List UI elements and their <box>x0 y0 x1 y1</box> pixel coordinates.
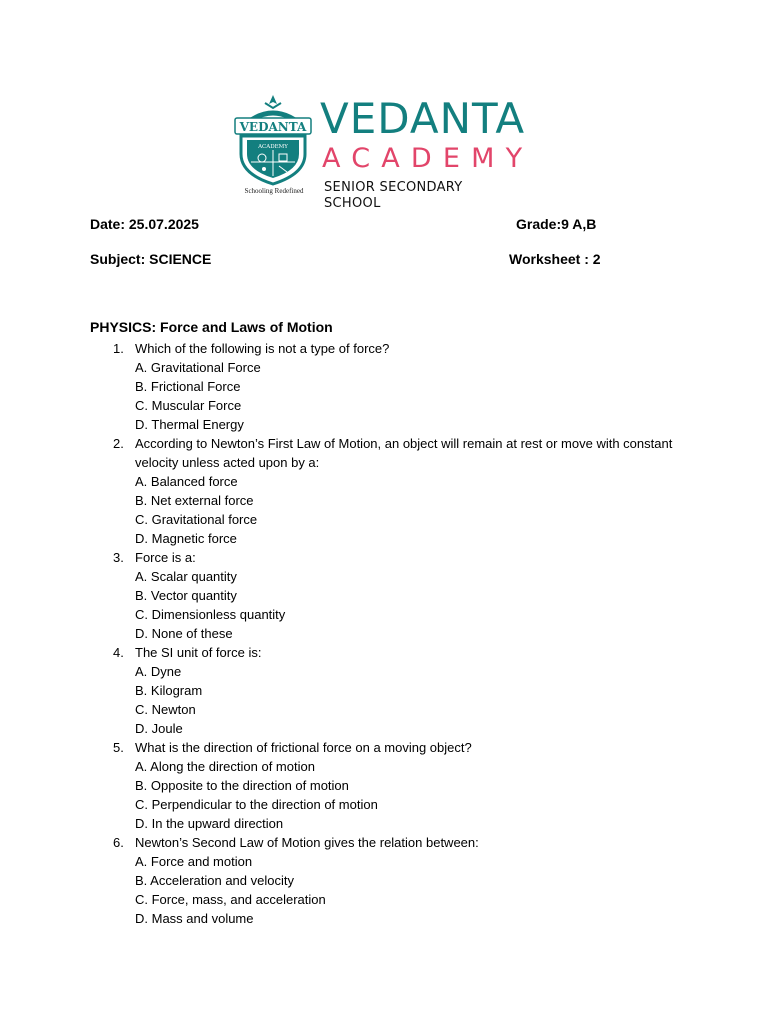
question-text: The SI unit of force is: <box>135 645 262 660</box>
answer-option: D. In the upward direction <box>135 816 284 831</box>
date-label: Date: 25.07.2025 <box>90 216 199 232</box>
school-crest-icon <box>231 92 315 200</box>
answer-option: A. Balanced force <box>135 474 238 489</box>
answer-option: A. Scalar quantity <box>135 569 237 584</box>
question-number: 2. <box>113 436 124 451</box>
question-item <box>108 643 708 738</box>
answer-option: A. Along the direction of motion <box>135 759 315 774</box>
logo-title: VEDANTA <box>320 94 526 143</box>
answer-option: B. Acceleration and velocity <box>135 873 294 888</box>
school-logo <box>231 92 534 211</box>
answer-option: B. Frictional Force <box>135 379 241 394</box>
answer-option: C. Newton <box>135 702 196 717</box>
question-text: Which of the following is not a type of force? <box>135 341 390 356</box>
answer-option: C. Gravitational force <box>135 512 258 527</box>
answer-option: C. Force, mass, and acceleration <box>135 892 326 907</box>
answer-option: A. Gravitational Force <box>135 360 261 375</box>
question-number: 6. <box>113 835 124 850</box>
answer-option: D. Thermal Energy <box>135 417 244 432</box>
question-item <box>108 833 708 928</box>
question-text: Newton’s Second Law of Motion gives the relation between: <box>135 835 479 850</box>
question-number: 1. <box>113 341 124 356</box>
answer-option: D. Magnetic force <box>135 531 237 546</box>
grade-label: Grade:9 A,B <box>516 216 597 232</box>
answer-option: A. Force and motion <box>135 854 253 869</box>
svg-text:ACADEMY: ACADEMY <box>258 144 288 150</box>
answer-option: D. None of these <box>135 626 233 641</box>
subject-label: Subject: SCIENCE <box>90 251 212 267</box>
question-number: 5. <box>113 740 124 755</box>
question-item <box>108 434 708 548</box>
question-item <box>108 738 708 833</box>
answer-option: D. Joule <box>135 721 183 736</box>
question-number: 3. <box>113 550 124 565</box>
answer-option: C. Dimensionless quantity <box>135 607 286 622</box>
question-text: According to Newton’s First Law of Motion, an object will remain at rest or move with constant velocity unless acted upon by a: <box>135 436 673 470</box>
worksheet-label: Worksheet : 2 <box>509 251 601 267</box>
logo-school-type: SENIOR SECONDARY SCHOOL <box>324 180 463 211</box>
logo-subtitle: ACADEMY <box>322 143 534 174</box>
question-item <box>108 339 708 434</box>
answer-option: C. Perpendicular to the direction of motion <box>135 797 378 812</box>
question-text: Force is a: <box>135 550 196 565</box>
question-list <box>108 339 708 928</box>
answer-option: B. Opposite to the direction of motion <box>135 778 349 793</box>
answer-option: A. Dyne <box>135 664 182 679</box>
question-text: What is the direction of frictional force on a moving object? <box>135 740 472 755</box>
section-title: PHYSICS: Force and Laws of Motion <box>90 319 333 335</box>
question-item <box>108 548 708 643</box>
logo-tagline: Schooling Redefined <box>244 187 304 195</box>
svg-text:VEDANTA: VEDANTA <box>239 120 307 134</box>
answer-option: D. Mass and volume <box>135 911 254 926</box>
answer-option: B. Kilogram <box>135 683 203 698</box>
answer-option: B. Vector quantity <box>135 588 237 603</box>
answer-option: B. Net external force <box>135 493 254 508</box>
question-number: 4. <box>113 645 124 660</box>
answer-option: C. Muscular Force <box>135 398 242 413</box>
